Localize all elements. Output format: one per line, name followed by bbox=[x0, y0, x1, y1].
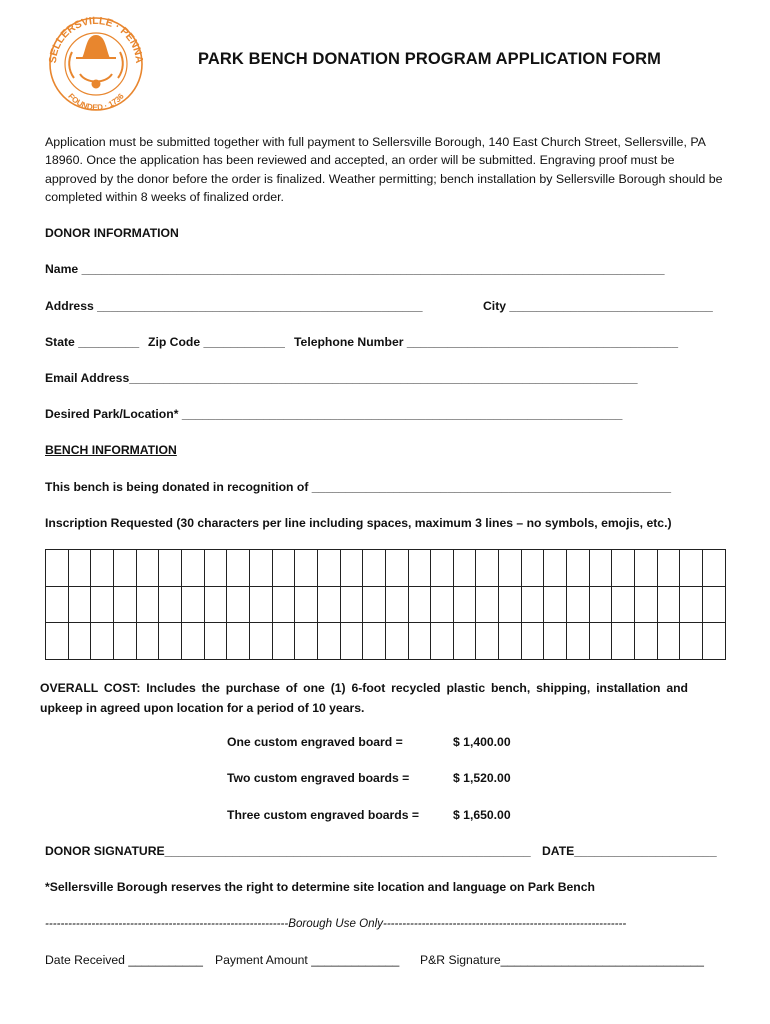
inscription-cell[interactable] bbox=[499, 623, 522, 660]
pr-signature-field[interactable]: P&R Signature______________________________ bbox=[420, 953, 704, 967]
inscription-cell[interactable] bbox=[476, 623, 499, 660]
inscription-cell[interactable] bbox=[476, 586, 499, 623]
inscription-cell[interactable] bbox=[159, 550, 182, 587]
inscription-cell[interactable] bbox=[204, 586, 227, 623]
inscription-row bbox=[46, 623, 726, 660]
donor-heading: DONOR INFORMATION bbox=[45, 226, 179, 240]
inscription-cell[interactable] bbox=[544, 586, 567, 623]
inscription-cell[interactable] bbox=[657, 550, 680, 587]
inscription-cell[interactable] bbox=[635, 550, 658, 587]
cost-option-label: Three custom engraved boards = bbox=[227, 808, 420, 822]
state-field[interactable]: State _________ bbox=[45, 335, 140, 349]
inscription-cell[interactable] bbox=[136, 623, 159, 660]
inscription-cell[interactable] bbox=[363, 586, 386, 623]
inscription-cell[interactable] bbox=[363, 623, 386, 660]
inscription-cell[interactable] bbox=[249, 550, 272, 587]
inscription-cell[interactable] bbox=[227, 550, 250, 587]
inscription-cell[interactable] bbox=[635, 586, 658, 623]
payment-amount-field[interactable]: Payment Amount _____________ bbox=[215, 953, 400, 967]
inscription-cell[interactable] bbox=[113, 586, 136, 623]
donor-signature-field[interactable]: DONOR SIGNATURE______________________________________________________ bbox=[45, 844, 531, 858]
inscription-cell[interactable] bbox=[227, 623, 250, 660]
inscription-cell[interactable] bbox=[431, 550, 454, 587]
inscription-cell[interactable] bbox=[136, 550, 159, 587]
inscription-cell[interactable] bbox=[635, 623, 658, 660]
inscription-cell[interactable] bbox=[340, 550, 363, 587]
form-title: PARK BENCH DONATION PROGRAM APPLICATION FORM bbox=[198, 50, 662, 68]
inscription-cell[interactable] bbox=[317, 623, 340, 660]
overall-cost-text: OVERALL COST: Includes the purchase of one (1) 6-foot recycled plastic bench, shipping, installation and upkeep in agreed upon location for a period of 10 years. bbox=[40, 681, 688, 715]
inscription-cell[interactable] bbox=[612, 623, 635, 660]
inscription-cell[interactable] bbox=[385, 623, 408, 660]
inscription-cell[interactable] bbox=[544, 623, 567, 660]
inscription-cell[interactable] bbox=[657, 586, 680, 623]
inscription-cell[interactable] bbox=[680, 623, 703, 660]
cost-option-price: $ 1,520.00 bbox=[453, 771, 511, 785]
inscription-cell[interactable] bbox=[408, 550, 431, 587]
cost-option-price: $ 1,400.00 bbox=[453, 735, 511, 749]
bench-heading: BENCH INFORMATION bbox=[45, 443, 177, 457]
inscription-cell[interactable] bbox=[159, 623, 182, 660]
phone-field[interactable]: Telephone Number ________________________________________ bbox=[294, 335, 678, 349]
city-field[interactable]: City ______________________________ bbox=[483, 299, 713, 313]
inscription-cell[interactable] bbox=[453, 550, 476, 587]
intro-paragraph: Application must be submitted together with full payment to Sellersville Borough, 140 East Church Street, Sellersville, PA 18960. Once the application has been reviewed and accepted, an order will be submitted. Engraving proof must be approved by the donor before the order is finalized. Weather permitting; bench installation by Sellersville Borough should be completed within 8 weeks of finalized order. bbox=[45, 135, 723, 204]
inscription-cell[interactable] bbox=[385, 586, 408, 623]
seal-top-text: SELLERSVILLE · PENNA bbox=[46, 14, 146, 64]
inscription-cell[interactable] bbox=[612, 586, 635, 623]
name-field[interactable]: Name ______________________________________________________________________________________ bbox=[45, 262, 665, 276]
inscription-label: Inscription Requested (30 characters per line including spaces, maximum 3 lines – no symbols, emojis, etc.) bbox=[45, 516, 672, 530]
inscription-cell[interactable] bbox=[295, 586, 318, 623]
seal-bottom-text: FOUNDED · 1736 bbox=[66, 91, 126, 112]
inscription-cell[interactable] bbox=[181, 586, 204, 623]
inscription-cell[interactable] bbox=[204, 550, 227, 587]
inscription-cell[interactable] bbox=[589, 550, 612, 587]
inscription-cell[interactable] bbox=[703, 550, 726, 587]
inscription-cell[interactable] bbox=[612, 550, 635, 587]
inscription-cell[interactable] bbox=[476, 550, 499, 587]
inscription-cell[interactable] bbox=[521, 550, 544, 587]
inscription-cell[interactable] bbox=[499, 586, 522, 623]
inscription-cell[interactable] bbox=[703, 586, 726, 623]
inscription-cell[interactable] bbox=[295, 623, 318, 660]
inscription-cell[interactable] bbox=[340, 623, 363, 660]
park-location-field[interactable]: Desired Park/Location* _________________________________________________________________ bbox=[45, 407, 623, 421]
inscription-cell[interactable] bbox=[680, 586, 703, 623]
inscription-cell[interactable] bbox=[249, 623, 272, 660]
cost-option-price: $ 1,650.00 bbox=[453, 808, 511, 822]
inscription-cell[interactable] bbox=[408, 623, 431, 660]
inscription-cell[interactable] bbox=[113, 623, 136, 660]
inscription-row bbox=[46, 550, 726, 587]
inscription-cell[interactable] bbox=[521, 623, 544, 660]
inscription-cell[interactable] bbox=[431, 623, 454, 660]
inscription-cell[interactable] bbox=[46, 586, 69, 623]
inscription-cell[interactable] bbox=[91, 586, 114, 623]
inscription-cell[interactable] bbox=[272, 623, 295, 660]
inscription-cell[interactable] bbox=[385, 550, 408, 587]
inscription-cell[interactable] bbox=[589, 623, 612, 660]
inscription-cell[interactable] bbox=[68, 623, 91, 660]
date-field[interactable]: DATE_____________________ bbox=[542, 844, 717, 858]
inscription-cell[interactable] bbox=[91, 623, 114, 660]
inscription-cell[interactable] bbox=[589, 586, 612, 623]
inscription-grid[interactable] bbox=[45, 549, 726, 660]
inscription-cell[interactable] bbox=[567, 586, 590, 623]
inscription-cell[interactable] bbox=[680, 550, 703, 587]
date-received-field[interactable]: Date Received ___________ bbox=[45, 953, 203, 967]
inscription-cell[interactable] bbox=[272, 550, 295, 587]
inscription-cell[interactable] bbox=[453, 623, 476, 660]
cost-option-label: One custom engraved board = bbox=[227, 735, 403, 749]
inscription-cell[interactable] bbox=[363, 550, 386, 587]
inscription-cell[interactable] bbox=[295, 550, 318, 587]
inscription-cell[interactable] bbox=[703, 623, 726, 660]
cost-option-label: Two custom engraved boards = bbox=[227, 771, 410, 785]
inscription-cell[interactable] bbox=[544, 550, 567, 587]
inscription-cell[interactable] bbox=[46, 550, 69, 587]
address-field[interactable]: Address ________________________________________________ bbox=[45, 299, 423, 313]
inscription-cell[interactable] bbox=[340, 586, 363, 623]
site-note: *Sellersville Borough reserves the right to determine site location and language on Park Bench bbox=[45, 880, 595, 894]
inscription-cell[interactable] bbox=[272, 586, 295, 623]
email-field[interactable]: Email Address___________________________________________________________________________ bbox=[45, 371, 638, 385]
inscription-cell[interactable] bbox=[181, 550, 204, 587]
inscription-cell[interactable] bbox=[113, 550, 136, 587]
inscription-cell[interactable] bbox=[159, 586, 182, 623]
inscription-cell[interactable] bbox=[181, 623, 204, 660]
recognition-field[interactable]: This bench is being donated in recognition of _____________________________________________________ bbox=[45, 480, 672, 494]
inscription-row bbox=[46, 586, 726, 623]
inscription-cell[interactable] bbox=[408, 586, 431, 623]
borough-use-divider: ---------------------------------------------------------------Borough Use Only--------------------------------------------------------------- bbox=[45, 917, 627, 930]
inscription-cell[interactable] bbox=[567, 623, 590, 660]
inscription-cell[interactable] bbox=[567, 550, 590, 587]
inscription-cell[interactable] bbox=[68, 550, 91, 587]
inscription-cell[interactable] bbox=[317, 550, 340, 587]
zip-field[interactable]: Zip Code ____________ bbox=[148, 335, 285, 349]
inscription-cell[interactable] bbox=[46, 623, 69, 660]
inscription-cell[interactable] bbox=[91, 550, 114, 587]
inscription-cell[interactable] bbox=[68, 586, 91, 623]
inscription-cell[interactable] bbox=[204, 623, 227, 660]
inscription-cell[interactable] bbox=[521, 586, 544, 623]
inscription-cell[interactable] bbox=[317, 586, 340, 623]
inscription-cell[interactable] bbox=[136, 586, 159, 623]
borough-seal bbox=[40, 12, 152, 112]
inscription-cell[interactable] bbox=[453, 586, 476, 623]
inscription-cell[interactable] bbox=[431, 586, 454, 623]
inscription-cell[interactable] bbox=[249, 586, 272, 623]
inscription-cell[interactable] bbox=[657, 623, 680, 660]
inscription-cell[interactable] bbox=[227, 586, 250, 623]
inscription-cell[interactable] bbox=[499, 550, 522, 587]
